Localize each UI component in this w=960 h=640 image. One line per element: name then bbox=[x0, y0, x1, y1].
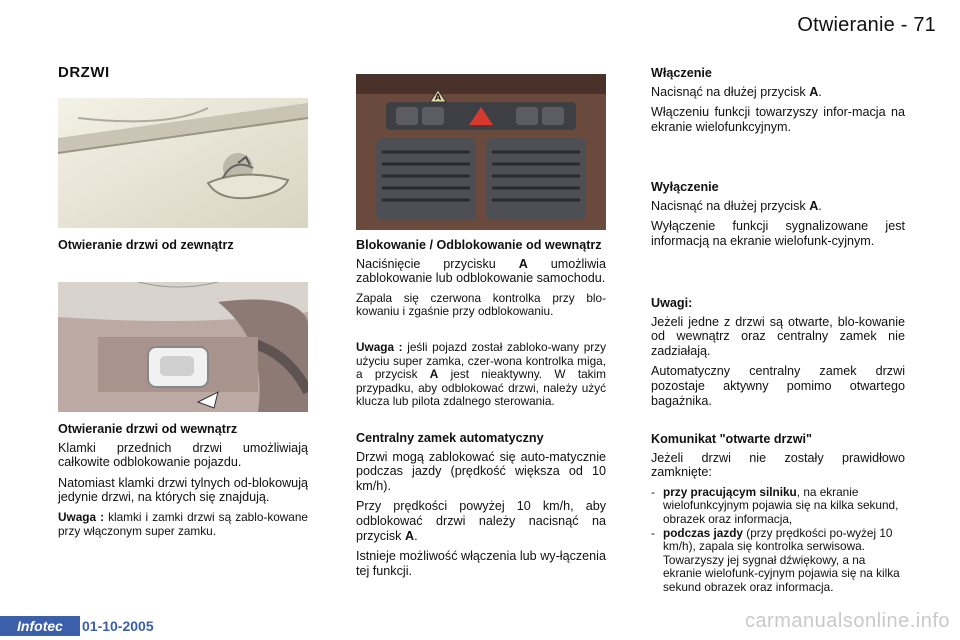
right-p3-text-a: Nacisnąć na dłużej przycisk bbox=[651, 198, 810, 213]
disable-heading: Wyłączenie bbox=[651, 180, 719, 194]
mid-p1-text-a: Naciśnięcie przycisku bbox=[356, 256, 519, 271]
right-text-block-2 bbox=[651, 180, 905, 254]
right-text-block-1 bbox=[651, 66, 905, 140]
left-note bbox=[58, 511, 308, 538]
right-paragraph-7: Jeżeli drzwi nie zostały prawidłowo zamknięte: bbox=[651, 450, 905, 480]
door-open-bullets bbox=[651, 486, 905, 595]
mid-paragraph-2: Zapala się czerwona kontrolka przy blo-kowaniu i zgaśnie przy odblokowaniu. bbox=[356, 290, 606, 319]
right-p1-text-a: Nacisnąć na dłużej przycisk bbox=[651, 84, 810, 99]
mid-paragraph-5: Istnieje możliwość włączenia lub wy-łączenia tej funkcji. bbox=[356, 549, 606, 578]
right-paragraph-1 bbox=[651, 85, 905, 100]
bullet-1-text: , na ekranie wielofunkcyjnym pojawia się na kilka sekund, obrazek oraz informacja, bbox=[663, 484, 899, 526]
exterior-opening-caption: Otwieranie drzwi od zewnątrz bbox=[58, 238, 234, 252]
button-a-label: A bbox=[434, 92, 442, 102]
bullet-2-text: (przy prędkości po-wyżej 10 km/h), zapala się kontrolka serwisowa. Towarzyszy jej sygnał dźwiękowy, a na ekranie wielofunk-cyjnym pojawia się na kilka sekund obrazek oraz informacja. bbox=[663, 525, 900, 594]
lock-unlock-heading: Blokowanie / Odblokowanie od wewnątrz bbox=[356, 238, 602, 252]
watermark: carmanualsonline.info bbox=[744, 610, 950, 632]
mid-p4-text-a: Przy prędkości powyżej 10 km/h, aby odblokować drzwi należy nacisnąć na przycisk bbox=[356, 499, 606, 543]
right-paragraph-5: Jeżeli jedne z drzwi są otwarte, blo-kowanie od wewnątrz oraz centralny zamek nie zadziałają. bbox=[651, 314, 905, 358]
exterior-door-handle-photo bbox=[58, 98, 308, 228]
right-text-block-3 bbox=[651, 296, 905, 414]
mid-p1-button-ref: A bbox=[518, 256, 528, 271]
bullet-dash: - bbox=[651, 484, 655, 499]
right-paragraph-3 bbox=[651, 199, 905, 214]
mid-note-button-ref: A bbox=[429, 367, 439, 382]
mid-note-label: Uwaga : bbox=[356, 339, 403, 354]
left-text-block bbox=[58, 422, 308, 544]
right-p3-text-c: . bbox=[818, 198, 822, 213]
middle-text-block bbox=[356, 238, 606, 584]
right-p1-text-c: . bbox=[818, 84, 822, 99]
list-item bbox=[651, 486, 905, 527]
right-p3-button-ref: A bbox=[809, 198, 819, 213]
bullet-1-bold: przy pracującym silniku bbox=[663, 484, 797, 499]
bullet-dash: - bbox=[651, 525, 655, 540]
right-paragraph-4: Wyłączenie funkcji sygnalizowane jest informacją na ekranie wielofunk-cyjnym. bbox=[651, 219, 905, 248]
interior-opening-heading: Otwieranie drzwi od wewnątrz bbox=[58, 422, 238, 436]
left-note-label: Uwaga : bbox=[58, 509, 105, 524]
exterior-handle-illustration bbox=[58, 98, 308, 228]
footer-date: 01-10-2005 bbox=[82, 618, 154, 634]
central-lock-heading: Centralny zamek automatyczny bbox=[356, 430, 544, 445]
mid-p4-button-ref: A bbox=[404, 528, 415, 543]
right-paragraph-6: Automatyczny centralny zamek drzwi pozostaje aktywny pomimo otwartego bagażnika. bbox=[651, 364, 905, 408]
mid-note-text-a: jeśli pojazd został zabloko-wany przy użyciu super zamka, czer-wona kontrolka miga, a przycisk bbox=[356, 339, 606, 382]
bullet-2-bold: podczas jazdy bbox=[663, 525, 743, 540]
right-text-block-4 bbox=[651, 432, 905, 595]
mid-paragraph-4 bbox=[356, 499, 606, 543]
left-caption-1-block bbox=[58, 238, 308, 257]
infotec-logo: Infotec bbox=[0, 616, 80, 636]
list-item bbox=[651, 527, 905, 595]
dashboard-lock-button-photo bbox=[356, 74, 606, 230]
mid-p1-text-c: umożliwia zablokowanie lub odblokowanie samochodu. bbox=[356, 256, 606, 286]
interior-handle-illustration bbox=[58, 282, 308, 412]
mid-paragraph-3: Drzwi mogą zablokować się auto-matycznie podczas jazdy (prędkość większa od 10 km/h). bbox=[356, 449, 606, 493]
mid-paragraph-1 bbox=[356, 257, 606, 286]
door-open-message-heading: Komunikat "otwarte drzwi" bbox=[651, 432, 812, 446]
interior-door-handle-photo bbox=[58, 282, 308, 412]
section-title: DRZWI bbox=[58, 64, 110, 81]
dashboard-illustration bbox=[356, 74, 606, 230]
left-paragraph-2: Natomiast klamki drzwi tylnych od-blokowują jedynie drzwi, na których się znajdują. bbox=[58, 475, 308, 505]
notes-heading: Uwagi: bbox=[651, 296, 693, 310]
left-paragraph-1: Klamki przednich drzwi umożliwiają całkowite odblokowanie pojazdu. bbox=[58, 440, 308, 470]
mid-p4-text-c: . bbox=[414, 528, 418, 543]
mid-note bbox=[356, 341, 606, 409]
right-paragraph-2: Włączeniu funkcji towarzyszy infor-macja na ekranie wielofunkcyjnym. bbox=[651, 105, 905, 134]
page-title: Otwieranie - 71 bbox=[797, 14, 936, 36]
right-p1-button-ref: A bbox=[809, 84, 819, 99]
left-note-text: klamki i zamki drzwi są zablo-kowane przy włączonym super zamku. bbox=[58, 509, 308, 538]
enable-heading: Włączenie bbox=[651, 66, 712, 80]
mid-note-text-c: jest nieaktywny. W takim przypadku, aby odblokować drzwi, należy użyć klucza lub pilota zdalnego sterowania. bbox=[356, 367, 607, 409]
